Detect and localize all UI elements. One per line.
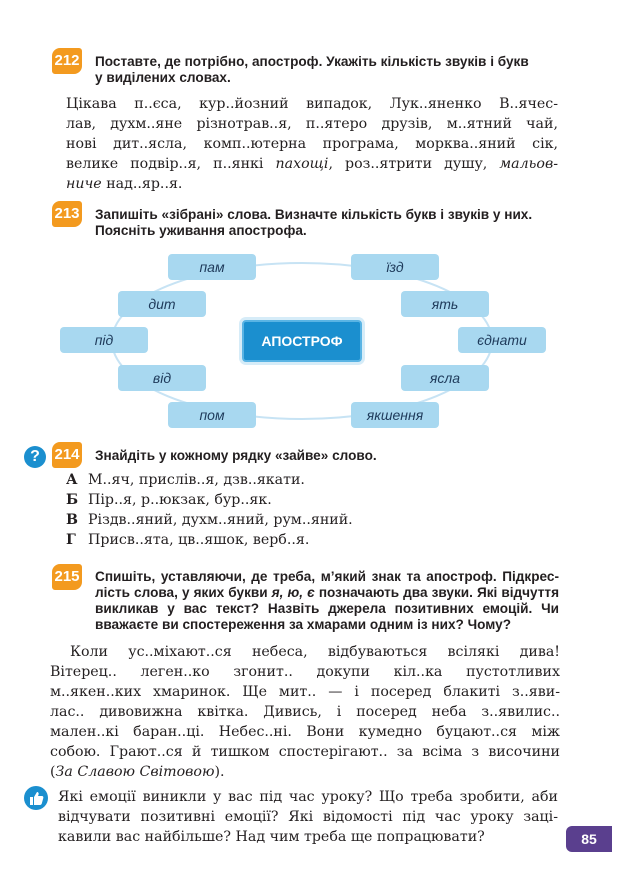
exercise-214-task: Знайдіть у кожному рядку «зайве» слово. — [95, 448, 377, 463]
exercise-215-badge: 215 — [52, 564, 82, 590]
option-letter: В — [66, 512, 78, 528]
text-line: Цікава п..єса, кур..йозний випадок, Лук..яненко В..ячес- — [66, 96, 558, 112]
page-number: 85 — [566, 826, 612, 852]
text-line: мален..кі баран..ці. Небес..ні. Вони кумедно буцают..ся між — [50, 724, 560, 740]
text-line: відчувати позитивні емоції? Які відомості під час уроку заці- — [58, 809, 558, 825]
task-letters: я, ю, є — [271, 585, 315, 600]
option-row — [66, 530, 309, 550]
option-text: М..яч, прислів..я, дзв..якати. — [88, 472, 305, 488]
task-line: Поясніть уживання апострофа. — [95, 223, 307, 238]
right-word-yakshennia: якшення — [351, 402, 439, 428]
text-line — [50, 762, 560, 782]
text-segment: ( — [50, 764, 56, 780]
task-line: Спишіть, уставляючи, де треба, м’який знак та апостроф. Підкрес- — [95, 569, 559, 584]
text-line: собою. Грают..ся й тишком спостерігают.. за всіма з височини — [50, 744, 560, 760]
task-line: Запишіть «зібрані» слова. Визначте кількість букв і звуків у них. — [95, 207, 533, 222]
option-text: Пір..я, р..юкзак, бур..як. — [88, 492, 272, 508]
option-text: Різдв..яний, духм..яний, рум..яний. — [88, 512, 353, 528]
text-line: Які емоції виникли у вас під час уроку? Що треба зробити, аби — [58, 789, 558, 805]
task-line: Поставте, де потрібно, апостроф. Укажіть кількість звуків і букв — [95, 54, 529, 69]
task-line: вважаєте ви спостереження за хмарами одним із них? Чому? — [95, 617, 512, 632]
highlighted-word: ниче — [66, 176, 102, 192]
thumbs-up-icon — [24, 786, 48, 810]
task-line — [95, 585, 559, 601]
text-line: нові дит..ясла, комп..ютерна програма, морква..яний сік, — [66, 136, 558, 152]
task-segment: позначають два звуки. Які відчуття — [314, 585, 559, 600]
text-segment: ). — [214, 764, 225, 780]
option-text: Присв..ята, цв..яшок, верб..я. — [88, 532, 310, 548]
option-letter: А — [66, 472, 78, 488]
option-row — [66, 510, 353, 530]
text-line: лав, духм..яне різнотрав..я, п..ятеро друзів, м..ятний чай, — [66, 116, 558, 132]
right-word-yat: ять — [401, 291, 489, 317]
text-segment: велике подвір..я, п..янкі — [66, 156, 276, 172]
option-letter: Г — [66, 532, 76, 548]
right-word-yasla: ясла — [401, 365, 489, 391]
option-row — [66, 490, 272, 510]
source-attribution: За Славою Світовою — [55, 764, 215, 780]
reflection-text — [58, 787, 558, 847]
left-word-pam: пам — [168, 254, 256, 280]
option-row — [66, 470, 305, 490]
text-line: кавили вас найбільше? Над чим треба ще попрацювати? — [58, 829, 485, 845]
highlighted-word: пахощі — [275, 156, 329, 172]
center-box-apostrof: АПОСТРОФ — [242, 320, 362, 362]
left-word-pid: під — [60, 327, 148, 353]
text-segment: над..яр..я. — [101, 176, 183, 192]
text-line: Вітерец.. леген..ко згонит.. докупи кіл..ка пустотливих — [50, 664, 560, 680]
exercise-215-task — [95, 569, 559, 633]
text-segment: , роз..ятрити душу, — [328, 156, 500, 172]
exercise-215-text — [50, 642, 560, 782]
task-line: викликав у вас текст? Назвіть джерела позитивних емоцій. Чи — [95, 601, 559, 616]
exercise-213-badge: 213 — [52, 201, 82, 227]
question-icon: ? — [24, 446, 46, 468]
left-word-dyt: дит — [118, 291, 206, 317]
text-line: лас.. дивовижна квітка. Дивись, і посеред неба з..явилис.. — [50, 704, 560, 720]
task-segment: лість слова, у яких букви — [95, 585, 272, 600]
text-line: м..якен..ких хмаринок. Ще мит.. — і посеред блакиті з..яви- — [50, 684, 560, 700]
right-word-yizd: їзд — [351, 254, 439, 280]
highlighted-word: мальов- — [499, 156, 558, 172]
left-word-vid: від — [118, 365, 206, 391]
text-line: Коли ус..міхают..ся небеса, відбуваються всілякі дива! — [70, 644, 560, 660]
option-letter: Б — [66, 492, 79, 508]
right-word-yednaty: єднати — [458, 327, 546, 353]
left-word-pom: пом — [168, 402, 256, 428]
task-line: у виділених словах. — [95, 70, 231, 85]
exercise-212-badge: 212 — [52, 48, 82, 74]
exercise-214-badge: 214 — [52, 442, 82, 468]
